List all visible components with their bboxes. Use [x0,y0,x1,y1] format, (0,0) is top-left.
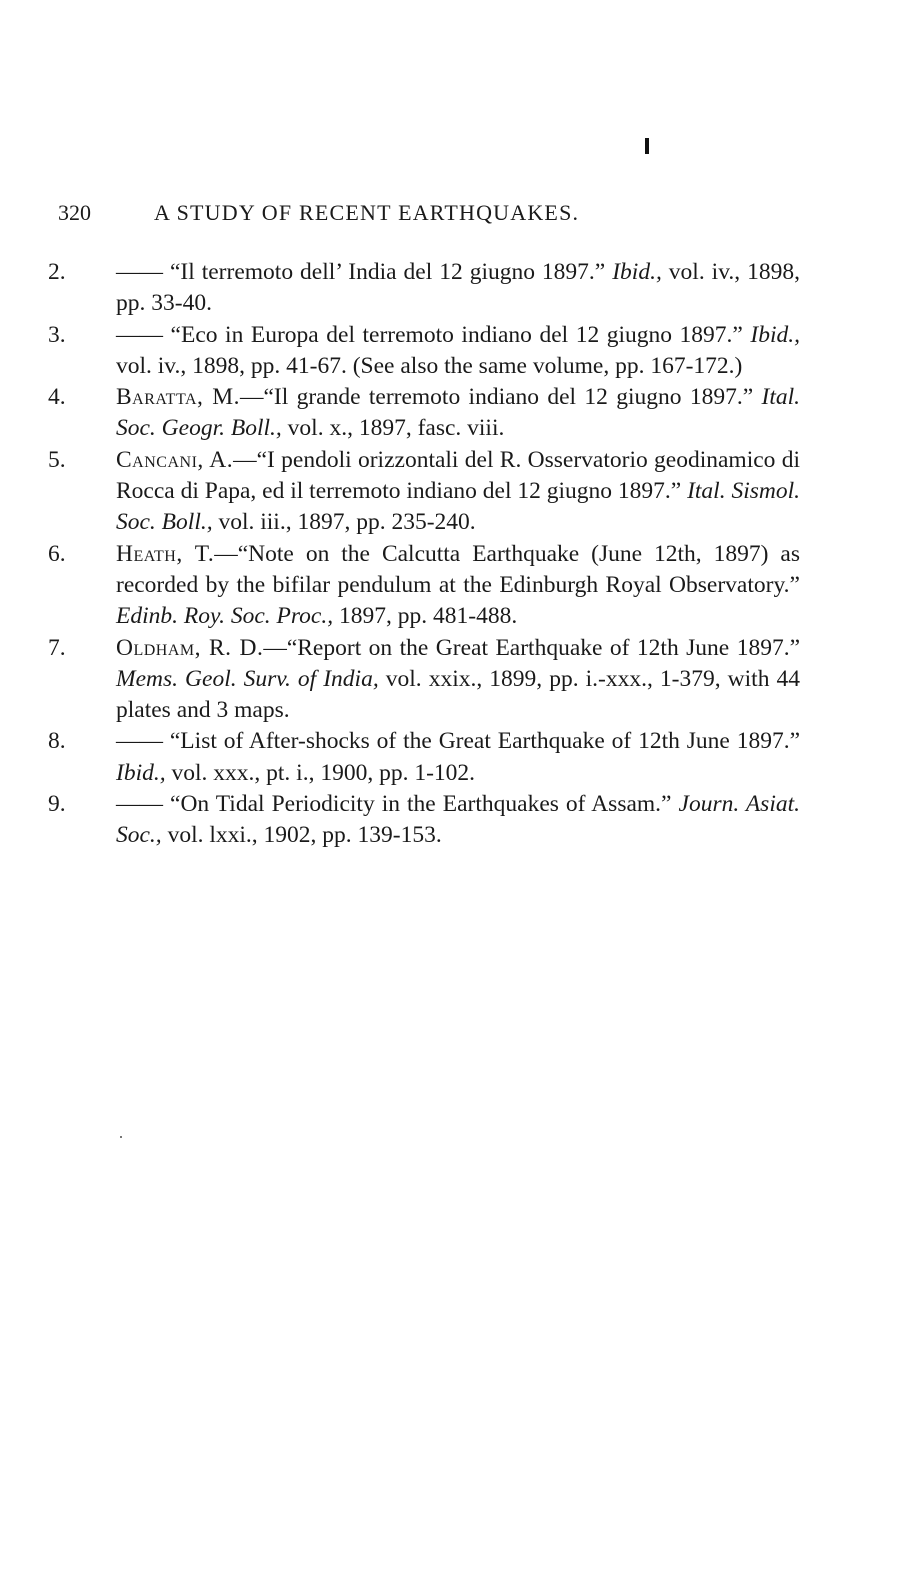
reference-number: 8. [48,728,66,755]
page-number: 320 [58,200,91,225]
reference-number: 7. [48,634,66,661]
reference-details: vol. x., 1897, fasc. viii. [287,415,505,442]
reference-title: —“Note on the Calcutta Earthquake (June 12th, 1897) as recorded by the bifilar pendulum at the Edinburgh Royal Observatory.” [116,540,800,598]
reference-item [48,320,800,383]
reference-author: Baratta, M. [116,384,240,411]
reference-title: —“I pendoli orizzontali del R. Osservatorio geodinamico di Rocca di Papa, ed il terremoto indiano del 12 giugno 1897.” [116,446,800,505]
reference-author: —— [116,259,163,285]
reference-source: Ital. Soc. Geogr. Boll., [116,384,801,442]
reference-details: vol. iii., 1897, pp. 235-240. [218,509,476,536]
reference-author: Oldham, R. D. [116,634,264,661]
reference-item [48,382,800,445]
reference-source: Mems. Geol. Surv. of India, [116,665,379,692]
reference-details: vol. iv., 1898, pp. 41-67. (See also the same volume, pp. 167-172.) [116,352,743,379]
reference-item [48,539,800,633]
reference-number: 9. [48,791,66,818]
reference-number: 5. [48,446,66,473]
reference-details: vol. xxx., pt. i., 1900, pp. 1-102. [171,759,476,786]
reference-title: —“Il grande terremoto indiano del 12 giugno 1897.” [239,384,754,411]
running-title: A STUDY OF RECENT EARTHQUAKES. [154,200,580,225]
running-header [58,200,758,236]
reference-number: 4. [48,384,66,411]
reference-author: Cancani, A. [116,446,234,473]
reference-item [48,257,800,320]
reference-source: Ital. Sismol. Soc. Boll., [116,478,801,536]
reference-author: —— [116,728,163,755]
reference-source: Ibid., [750,321,801,348]
reference-number: 6. [48,540,66,567]
reference-source: Ibid., [612,259,662,285]
speck [120,1136,122,1138]
reference-list [48,257,800,852]
reference-title: “Eco in Europa del terremoto indiano del 12 giugno 1897.” [170,321,743,348]
reference-author: Heath, T. [116,540,215,567]
reference-title: “List of After-shocks of the Great Earthquake of 12th June 1897.” [169,728,800,755]
reference-source: Ibid., [116,759,166,786]
reference-source: Edinb. Roy. Soc. Proc., [116,603,334,630]
reference-source: Journ. Asiat. Soc., [116,791,801,849]
reference-number: 2. [48,259,66,285]
reference-title: “On Tidal Periodicity in the Earthquakes of Assam.” [170,791,672,818]
reference-title: “Il terremoto dell’ India del 12 giugno 1897.” [169,259,606,285]
reference-item [48,726,800,789]
reference-author: —— [116,321,163,348]
reference-item [48,789,800,852]
reference-title: —“Report on the Great Earthquake of 12th June 1897.” [263,634,801,661]
reference-details: vol. xxix., 1899, pp. i.-xxx., 1-379, with 44 plates and 3 maps. [116,665,800,724]
reference-number: 3. [48,321,66,348]
margin-mark [645,138,649,154]
reference-item [48,445,800,539]
reference-details: vol. lxxi., 1902, pp. 139-153. [167,822,442,849]
reference-author: —— [116,791,163,818]
reference-details: 1897, pp. 481-488. [339,603,518,630]
reference-item [48,633,800,727]
reference-details: vol. iv., 1898, pp. 33-40. [116,259,801,317]
